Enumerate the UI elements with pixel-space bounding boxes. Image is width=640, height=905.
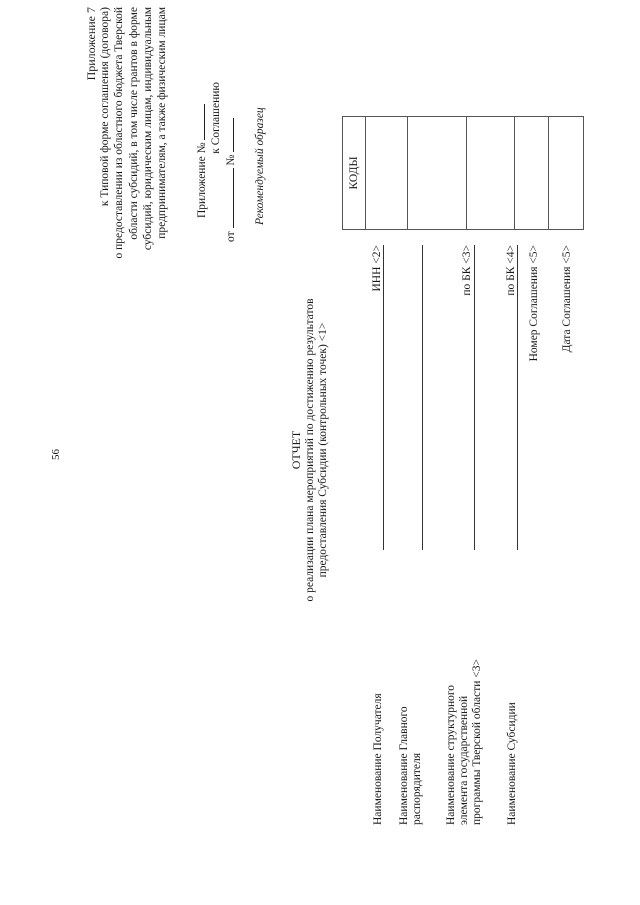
- appendix-line: Приложение 7: [84, 7, 98, 81]
- code-cell-agreement-date: [549, 117, 584, 230]
- label-line: распорядителя: [410, 752, 423, 825]
- codes-header: КОДЫ: [343, 117, 366, 230]
- report-title: ОТЧЕТ: [289, 430, 303, 470]
- codes-row-label: Номер Соглашения <5>: [528, 245, 540, 362]
- appendix-line: к Типовой форме соглашения (договора): [99, 7, 112, 207]
- codes-table: [342, 116, 584, 230]
- codes-row-label: по БК <4>: [505, 245, 517, 296]
- main-manager-label: [398, 706, 424, 825]
- appendix-line: о предоставлении из областного бюджета Тверской: [113, 7, 126, 259]
- agreement-number-blank: [223, 118, 234, 152]
- codes-row-label: Дата Соглашения <5>: [561, 245, 573, 353]
- appendix-line: предпринимателям, а также физическим лицам: [156, 7, 169, 239]
- appendix-number-blank: [194, 104, 205, 140]
- report-subtitle: предоставления Субсидии (контрольных точек) <1>: [317, 322, 329, 578]
- agreement-number-label: №: [225, 154, 237, 166]
- label-line: Наименование Главного: [398, 706, 410, 825]
- appendix-line: субсидий, юридическим лицам, индивидуальным: [141, 7, 154, 251]
- codes-row-label: по БК <3>: [461, 245, 473, 296]
- sample-note: Рекомендуемый образец: [254, 107, 266, 225]
- label-line: программы Тверской области <3>: [470, 659, 483, 825]
- report-subtitle: о реализации плана мероприятий по достижению результатов: [303, 298, 316, 602]
- main-manager-line: [422, 245, 423, 550]
- code-cell-inn: [366, 117, 408, 230]
- appendix-header: [84, 7, 169, 337]
- codes-row-label: ИНН <2>: [371, 245, 383, 292]
- agreement-label: к Соглашению: [210, 82, 222, 154]
- label-line: элемента государственной: [457, 695, 470, 825]
- agreement-from-label: от: [225, 231, 237, 242]
- code-cell-bk-4: [467, 117, 515, 230]
- appendix-line: области субсидий, в том числе грантов в форме: [127, 7, 140, 240]
- program-element-line: [474, 245, 475, 550]
- recipient-name-label: Наименование Получателя: [372, 693, 384, 825]
- label-line: Наименование структурного: [445, 684, 457, 825]
- code-cell-agreement-number: [515, 117, 549, 230]
- agreement-date-blank: [223, 169, 234, 229]
- agreement-appendix-label: Приложение №: [196, 142, 208, 218]
- subsidy-name-label: Наименование Субсидии: [506, 702, 518, 825]
- agreement-reference: [194, 42, 238, 242]
- page-number: 56: [50, 449, 62, 460]
- code-cell-bk-3: [408, 117, 467, 230]
- report-title-block: [290, 230, 331, 670]
- program-element-label: [445, 659, 483, 825]
- recipient-name-line: [383, 245, 384, 550]
- subsidy-name-line: [517, 245, 518, 550]
